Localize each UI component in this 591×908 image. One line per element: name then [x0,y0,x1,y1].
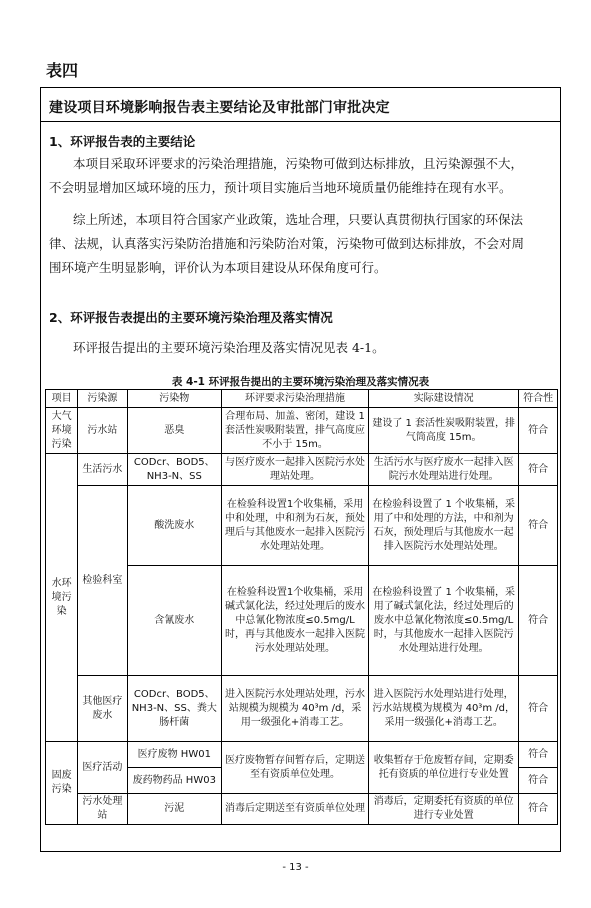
section1-p2-line3: 围环境产生明显影响，评价认为本项目建设从环保角度可行。 [49,260,387,275]
table-row [46,676,558,742]
cell-actual: 建设了 1 套活性炭吸附装置，排气筒高度 15m。 [369,408,519,454]
cell-requirement: 与医疗废水一起排入医院污水处理站处理。 [222,454,369,486]
cell-requirement: 在检验科设置1个收集桶，采用碱式氯化法，经过处理后的废水中总氰化物浓度≤0.5mg/L 时，再与其他废水一起排入医院污水处理站处理。 [222,566,369,676]
cell-actual: 消毒后，定期委托有资质的单位进行专业处置 [369,794,519,825]
cell-pollutant: 废药物药品 HW03 [127,768,221,794]
section2-heading: 2、环评报告表提出的主要环境污染治理及落实情况 [49,310,333,325]
cell-source: 生活污水 [78,454,127,486]
section2-intro: 环评报告提出的主要环境污染治理及落实情况见表 4-1。 [73,340,385,355]
pollution-control-table [45,389,558,825]
cell-project-water: 水环境污染 [46,454,78,742]
header-project: 项目 [46,390,78,408]
table-row [46,408,558,454]
cell-actual: 进入医院污水处理站进行处理，污水站规模为规模为 40³m /d，采用一级强化+消毒工艺。 [369,676,519,742]
header-requirement: 环评要求污染治理措施 [222,390,369,408]
cell-actual: 收集暂存于危废暂存间，定期委托有资质的单位进行专业处置 [369,742,519,794]
section1-heading: 1、环评报告表的主要结论 [49,134,196,149]
table-row [46,486,558,566]
cell-source: 污水处理站 [78,794,127,825]
cell-pollutant: CODcr、BOD5、NH3-N、SS、粪大肠杆菌 [127,676,221,742]
cell-project-air: 大气环境污染 [46,408,78,454]
header-pollutant: 污染物 [127,390,221,408]
cell-requirement: 合理布局、加盖、密闭，建设 1 套活性炭吸附装置，排气高度应不小于 15m。 [222,408,369,454]
cell-source: 其他医疗废水 [78,676,127,742]
header-source: 污染源 [78,390,127,408]
cell-requirement: 医疗废物暂存间暂存后，定期送至有资质单位处理。 [222,742,369,794]
header-compliance: 符合性 [519,390,558,408]
cell-requirement: 在检验科设置1个收集桶，采用中和处理，中和剂为石灰，预处理后与其他废水一起排入医院污水处理站处理。 [222,486,369,566]
cell-compliance: 符合 [519,408,558,454]
cell-pollutant: 酸洗废水 [127,486,221,566]
table-row [46,454,558,486]
conclusion-frame [40,87,561,852]
cell-actual: 在检验科设置了 1 个收集桶，采用了中和处理的方法，中和剂为石灰，预处理后与其他废水一起排入医院污水处理站处理。 [369,486,519,566]
section1-p2-line1: 综上所述，本项目符合国家产业政策，选址合理，只要认真贯彻执行国家的环保法 [73,212,524,227]
cell-compliance: 符合 [519,768,558,794]
cell-compliance: 符合 [519,454,558,486]
cell-source-lab: 检验科室 [78,486,127,676]
cell-source-medical: 医疗活动 [78,742,127,794]
document-title: 表四 [46,61,79,80]
cell-compliance: 符合 [519,794,558,825]
cell-source: 污水站 [78,408,127,454]
cell-pollutant: 污泥 [127,794,221,825]
section1-p1-line2: 不会明显增加区域环境的压力，预计项目实施后当地环境质量仍能维持在现有水平。 [49,180,512,195]
cell-pollutant: 恶臭 [127,408,221,454]
cell-pollutant: 医疗废物 HW01 [127,742,221,768]
cell-pollutant: CODcr、BOD5、NH3-N、SS [127,454,221,486]
section1-p2-line2: 律、法规，认真落实污染防治措施和污染防治对策，污染物可做到达标排放，不会对周 [49,236,525,251]
table-caption: 表 4-1 环评报告提出的主要环境污染治理及落实情况表 [171,376,430,388]
section1-p1-line1: 本项目采取环评要求的污染治理措施，污染物可做到达标排放，且污染源强不大， [73,156,524,171]
header-actual: 实际建设情况 [369,390,519,408]
cell-compliance: 符合 [519,676,558,742]
cell-project-solid: 固废污染 [46,742,78,825]
cell-requirement: 消毒后定期送至有资质单位处理 [222,794,369,825]
cell-compliance: 符合 [519,566,558,676]
frame-title: 建设项目环境影响报告表主要结论及审批部门审批决定 [49,100,390,116]
page-number: - 13 - [282,862,309,873]
cell-compliance: 符合 [519,486,558,566]
cell-pollutant: 含氰废水 [127,566,221,676]
table-row [46,742,558,768]
cell-actual: 在检验科设置了 1 个收集桶，采用了碱式氯化法，经过处理后的废水中总氰化物浓度≤0.5mg/L 时，与其他废水一起排入医院污水处理站进行处理。 [369,566,519,676]
cell-compliance: 符合 [519,742,558,768]
cell-actual: 生活污水与医疗废水一起排入医院污水处理站进行处理。 [369,454,519,486]
frame-header [41,88,560,122]
table-header-row [46,390,558,408]
table-row [46,794,558,825]
cell-requirement: 进入医院污水处理站处理，污水站规模为规模为 40³m /d，采用一级强化+消毒工艺。 [222,676,369,742]
